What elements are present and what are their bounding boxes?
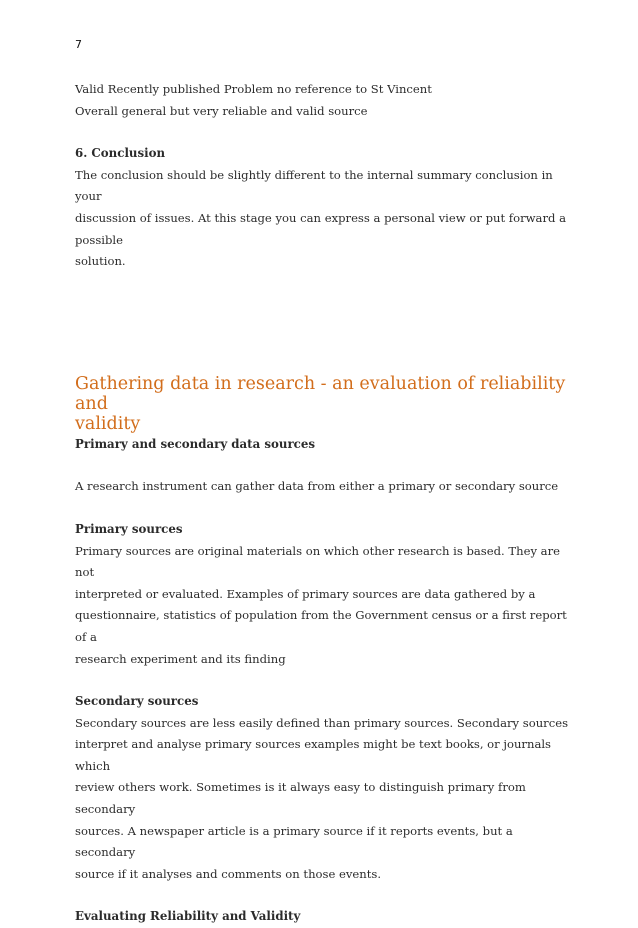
secondary-line: source if it analyses and comments on those events. <box>75 866 382 881</box>
conclusion-line: solution. <box>75 254 126 269</box>
conclusion-line: discussion of issues. At this stage you can express a personal view or put forward a possible <box>75 210 567 247</box>
intro-line: Valid Recently published Problem no reference to St Vincent <box>75 82 432 96</box>
primary-line: research experiment and its finding <box>75 651 286 666</box>
section-title <box>75 374 575 434</box>
section-title-line: validity <box>75 413 141 434</box>
secondary-line: review others work. Sometimes is it always easy to distinguish primary from secondary <box>75 780 526 817</box>
primary-line: Primary sources are original materials on which other research is based. They are not <box>75 543 561 580</box>
secondary-line: interpret and analyse primary sources examples might be text books, or journals which <box>75 737 552 773</box>
sources-subheading: Primary and secondary data sources <box>75 436 316 451</box>
conclusion-line: The conclusion should be slightly different to the internal summary conclusion in your <box>75 167 553 204</box>
sources-intro: A research instrument can gather data from either a primary or secondary source <box>75 479 559 494</box>
secondary-heading: Secondary sources <box>75 694 199 709</box>
primary-line: questionnaire, statistics of population from the Government census or a first report of a <box>75 608 567 644</box>
primary-line: interpreted or evaluated. Examples of primary sources are data gathered by a <box>75 586 536 601</box>
secondary-line: Secondary sources are less easily defined than primary sources. Secondary sources <box>75 715 569 730</box>
document-body <box>75 79 575 928</box>
conclusion-heading: 6. Conclusion <box>75 146 166 161</box>
evaluating-heading: Evaluating Reliability and Validity <box>75 909 301 924</box>
section-title-line: Gathering data in research - an evaluation of reliability and <box>75 373 566 414</box>
intro-line: Overall general but very reliable and valid source <box>75 103 368 118</box>
primary-heading: Primary sources <box>75 521 183 536</box>
secondary-line: sources. A newspaper article is a primary source if it reports events, but a secondary <box>75 823 513 860</box>
page-number: 7 <box>75 38 82 51</box>
